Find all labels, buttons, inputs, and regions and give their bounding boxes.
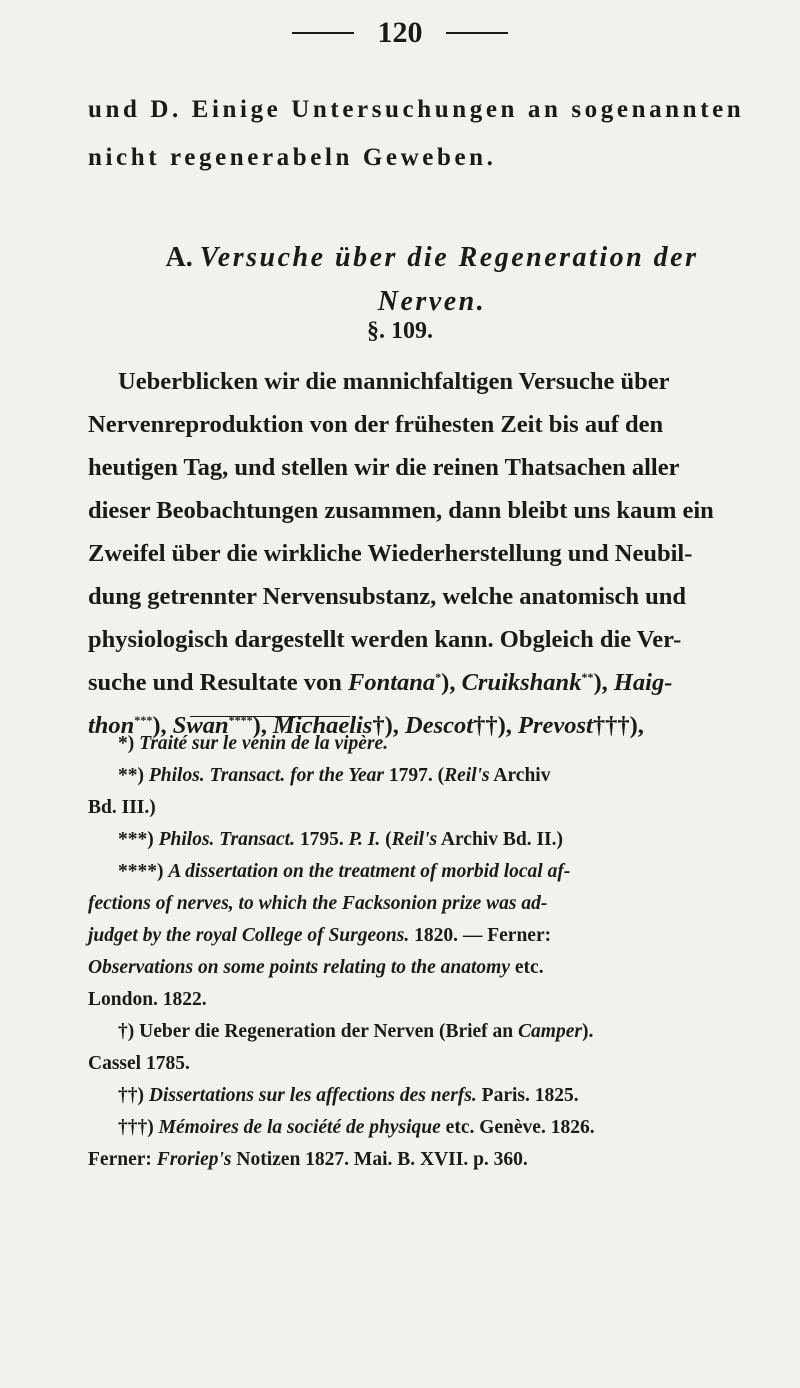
footnote-text: judget by the royal College of Surgeons.	[88, 925, 410, 946]
footnote-4-cont	[88, 920, 778, 952]
footnote-text: 1795.	[294, 829, 349, 850]
footnote-ref: ****	[228, 712, 253, 727]
footnote-mark: †††)	[118, 1117, 154, 1138]
footnote-ref: ††	[473, 712, 498, 739]
footnote-text: P. I.	[348, 829, 381, 850]
text-run: ),	[441, 669, 462, 696]
body-line: heutigen Tag, und stellen wir die reinen Thatsachen aller	[88, 454, 680, 481]
footnote-text: Philos. Transact. for the Year	[148, 765, 384, 786]
footnote-text: Mémoires de la société de physique	[153, 1117, 441, 1138]
footnote-text: Philos. Transact.	[158, 829, 295, 850]
author-michaelis: Michaelis	[273, 712, 373, 739]
footnote-ref: *	[435, 669, 442, 684]
section-title-line-2: Nerven.	[377, 286, 487, 317]
footnote-2	[88, 760, 778, 792]
text-run: ),	[629, 712, 644, 739]
footnote-text: Ferner:	[88, 1149, 157, 1170]
section-label: A.	[165, 242, 193, 273]
chapter-heading	[88, 86, 778, 182]
body-line: Ueberblicken wir die mannichfaltigen Versuche über	[118, 368, 670, 395]
footnote-text: Archiv	[489, 765, 551, 786]
body-line: physiologisch dargestellt werden kann. Obgleich die Ver-	[88, 626, 682, 653]
chapter-heading-line-1: und D. Einige Untersuchungen an sogenannten	[88, 96, 745, 123]
footnote-mark: †)	[118, 1021, 135, 1042]
footnote-ref: †††	[592, 712, 630, 739]
footnote-4-cont	[88, 952, 778, 984]
footnote-text: Reil's	[391, 829, 438, 850]
section-title	[82, 236, 782, 280]
footnote-text: Traité sur le venin de la vipère.	[139, 733, 389, 754]
footnote-text: Notizen 1827. Mai. B. XVII. p. 360.	[231, 1149, 528, 1170]
footnote-text: (	[380, 829, 392, 850]
body-line: dung getrennter Nervensubstanz, welche anatomisch und	[88, 583, 687, 610]
footnote-text: etc. Genève. 1826.	[440, 1117, 595, 1138]
footnote-text: Froriep's	[156, 1149, 232, 1170]
text-run: suche und Resultate von	[88, 669, 349, 696]
footnote-3	[88, 824, 778, 856]
author-descot: Descot	[405, 712, 474, 739]
footnote-text: Ueber die Regeneration der Nerven (Brief an	[134, 1021, 519, 1042]
author-prevost: Prevost	[518, 712, 593, 739]
footnote-mark: ††)	[118, 1085, 144, 1106]
footnote-text: Observations on some points relating to the anatomy	[88, 957, 511, 978]
text-run: ),	[497, 712, 519, 739]
footnote-ref: **	[581, 669, 594, 684]
author-haighton-cont: thon	[88, 712, 135, 739]
footnote-mark: ****)	[118, 861, 164, 882]
footnote-text: Reil's	[444, 765, 490, 786]
footnotes	[88, 728, 778, 1176]
section-title-line-1: Versuche über die Regeneration der	[199, 242, 699, 273]
footnote-text: etc.	[510, 957, 544, 978]
author-haighton: Haig-	[613, 669, 673, 696]
footnote-text: A dissertation on the treatment of morbid local af-	[168, 861, 571, 882]
footnote-ref: ***	[134, 712, 153, 727]
footnote-2-cont: Bd. III.)	[88, 797, 156, 818]
paragraph-number: §. 109.	[367, 318, 433, 344]
header-rule-right	[446, 32, 508, 34]
body-line: dieser Beobachtungen zusammen, dann bleibt uns kaum ein	[88, 497, 714, 524]
footnote-4-cont	[88, 888, 778, 920]
footnote-4	[88, 856, 778, 888]
footnote-text: 1797. (	[383, 765, 445, 786]
footnote-text: Dissertations sur les affections des nerfs.	[144, 1085, 477, 1106]
footnote-mark: **)	[118, 765, 144, 786]
footnote-4-cont: London. 1822.	[88, 989, 207, 1010]
chapter-heading-line-2: nicht regenerabeln Geweben.	[88, 144, 497, 171]
footnote-mark: ***)	[118, 829, 154, 850]
footnote-mark: *)	[118, 733, 135, 754]
text-run: ),	[152, 712, 173, 739]
footnote-5	[88, 1016, 778, 1048]
footnote-text: Paris. 1825.	[476, 1085, 579, 1106]
footnote-text: Camper	[518, 1021, 582, 1042]
footnote-7	[88, 1112, 778, 1144]
footnote-text: ).	[581, 1021, 594, 1042]
author-cruikshank: Cruikshank	[461, 669, 582, 696]
header-rule-left	[292, 32, 354, 34]
body-line-citations	[88, 661, 778, 704]
footnote-divider	[190, 716, 350, 717]
text-run: ),	[384, 712, 406, 739]
text-run: ),	[593, 669, 614, 696]
footnote-text: Archiv Bd. II.)	[437, 829, 563, 850]
footnote-1	[88, 728, 778, 760]
footnote-text: 1820. — Ferner:	[409, 925, 552, 946]
footnote-ref: †	[372, 712, 385, 739]
author-swan: Swan	[172, 712, 229, 739]
footnote-text: fections of nerves, to which the Facksonion prize was ad-	[88, 893, 548, 914]
footnote-7-cont	[88, 1144, 778, 1176]
body-paragraph	[88, 360, 778, 747]
text-run: ),	[252, 712, 273, 739]
page-number: 120	[377, 16, 423, 49]
footnote-5-cont: Cassel 1785.	[88, 1053, 190, 1074]
body-line: Nervenreproduktion von der frühesten Zeit bis auf den	[88, 411, 664, 438]
author-fontana: Fontana	[348, 669, 436, 696]
page-header	[0, 16, 800, 50]
body-line: Zweifel über die wirkliche Wiederherstellung und Neubil-	[88, 540, 693, 567]
footnote-6	[88, 1080, 778, 1112]
